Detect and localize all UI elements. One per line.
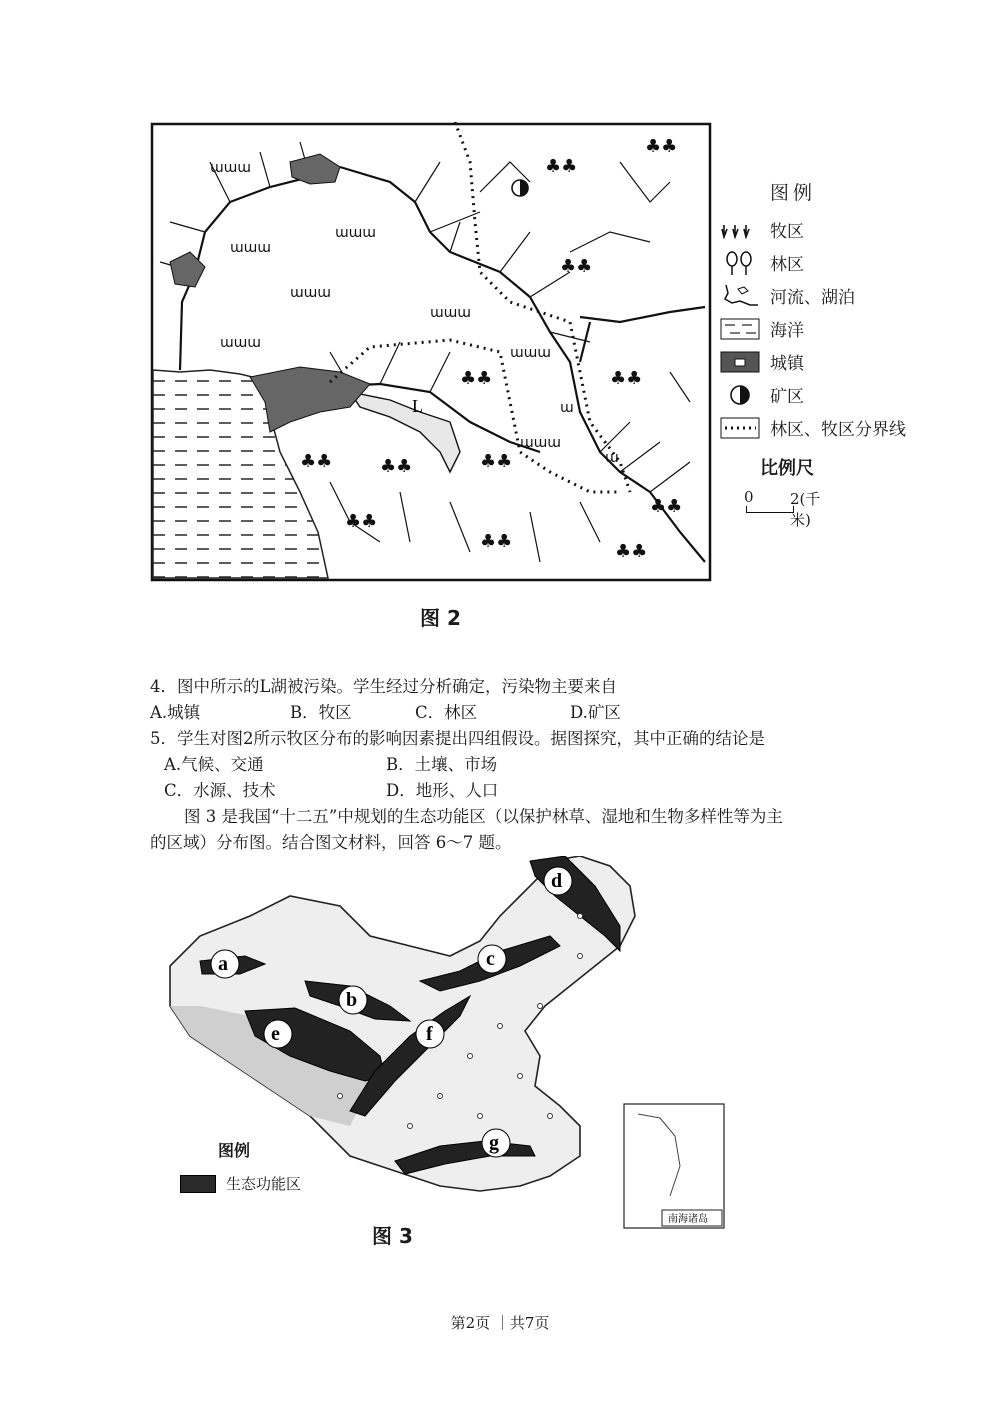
svg-text:♣♣: ♣♣ xyxy=(645,136,678,157)
option-d[interactable]: D．地形、人口 xyxy=(386,781,499,800)
svg-text:ɯ: ɯ xyxy=(560,400,574,416)
grass-icon xyxy=(718,217,762,243)
svg-text:ɯɯɯ: ɯɯɯ xyxy=(220,335,261,351)
legend-title: 图例 xyxy=(770,182,817,204)
option-a[interactable]: A.城镇 xyxy=(150,703,201,722)
eco-zone-swatch-icon xyxy=(180,1175,216,1193)
svg-text:♣♣: ♣♣ xyxy=(560,256,593,277)
town-icon xyxy=(718,349,762,375)
mine-icon xyxy=(718,382,762,408)
svg-text:♣♣: ♣♣ xyxy=(650,496,683,517)
legend-label: 牧区 xyxy=(770,222,804,242)
question-5 xyxy=(150,726,870,804)
option-b[interactable]: B．牧区 xyxy=(290,703,352,722)
zone-label-d: d xyxy=(551,870,563,892)
legend-row-ocean xyxy=(718,312,948,345)
option-c[interactable]: C．林区 xyxy=(415,703,478,722)
svg-text:ɯɯɯ: ɯɯɯ xyxy=(290,285,331,301)
svg-text:ɯɯɯ: ɯɯɯ xyxy=(210,160,251,176)
svg-text:♣♣: ♣♣ xyxy=(345,511,378,532)
scale-bar xyxy=(744,454,821,529)
svg-text:ɯɯɯ: ɯɯɯ xyxy=(335,225,376,241)
scale-value: 2(千米) xyxy=(790,490,821,529)
legend-row-forest xyxy=(718,246,948,279)
legend-label: 河流、湖泊 xyxy=(770,288,855,308)
svg-text:♣♣: ♣♣ xyxy=(460,368,493,389)
inset-label: 南海诸岛 xyxy=(668,1214,708,1225)
zone-label-b: b xyxy=(346,989,358,1011)
legend-label: 林区 xyxy=(770,255,804,275)
figure2-caption: 图 2 xyxy=(420,606,461,630)
svg-text:♣♣: ♣♣ xyxy=(610,368,643,389)
svg-text:ɯɯɯ: ɯɯɯ xyxy=(510,345,551,361)
legend-label: 海洋 xyxy=(770,321,804,341)
legend-row-town xyxy=(718,345,948,378)
figure2-legend xyxy=(718,178,948,444)
legend-label: 城镇 xyxy=(770,354,804,374)
scale-title: 比例尺 xyxy=(760,458,814,479)
intro-paragraph xyxy=(150,804,870,856)
svg-text:ɯ: ɯ xyxy=(605,450,619,466)
figure3-caption: 图 3 xyxy=(372,1224,413,1248)
figure3-legend xyxy=(180,1138,301,1194)
intro-line-1: 图 3 是我国“十二五”中规划的生态功能区（以保护林草、湿地和生物多样性等为主 xyxy=(184,807,783,826)
option-c[interactable]: C．水源、技术 xyxy=(164,781,276,800)
question-4-stem: 4．图中所示的L湖被污染。学生经过分析确定，污染物主要来自 xyxy=(150,677,617,696)
ocean-icon xyxy=(718,316,762,342)
tree-icon xyxy=(718,250,762,276)
page-footer: 第2页 ｜共7页 xyxy=(450,1314,550,1332)
option-d[interactable]: D.矿区 xyxy=(570,703,621,722)
legend-row-river xyxy=(718,279,948,312)
option-a[interactable]: A.气候、交通 xyxy=(164,755,264,774)
zone-label-e: e xyxy=(271,1023,280,1045)
legend3-title: 图例 xyxy=(218,1141,251,1160)
dotted-line-icon xyxy=(718,415,762,441)
svg-text:ɯɯɯ: ɯɯɯ xyxy=(520,435,561,451)
figure2-map xyxy=(150,122,712,586)
question-5-options-row2 xyxy=(150,778,870,804)
zone-label-f: f xyxy=(426,1023,433,1045)
legend-row-boundary xyxy=(718,411,948,444)
svg-text:♣♣: ♣♣ xyxy=(480,451,513,472)
legend3-row xyxy=(180,1173,301,1194)
intro-line-2: 的区域）分布图。结合图文材料，回答 6～7 题。 xyxy=(150,833,512,852)
question-5-stem: 5．学生对图2所示牧区分布的影响因素提出四组假设。据图探究，其中正确的结论是 xyxy=(150,729,765,748)
question-4-options xyxy=(150,700,870,726)
legend-label: 林区、牧区分界线 xyxy=(770,420,906,440)
question-5-options-row1 xyxy=(150,752,870,778)
legend-row-mine xyxy=(718,378,948,411)
svg-text:ɯɯɯ: ɯɯɯ xyxy=(430,305,471,321)
svg-text:♣♣: ♣♣ xyxy=(480,531,513,552)
scale-zero: 0 xyxy=(744,488,754,506)
zone-label-g: g xyxy=(489,1132,499,1154)
svg-text:♣♣: ♣♣ xyxy=(545,156,578,177)
svg-text:♣♣: ♣♣ xyxy=(615,541,648,562)
option-b[interactable]: B．土壤、市场 xyxy=(386,755,498,774)
zone-label-c: c xyxy=(486,948,495,970)
river-icon xyxy=(718,283,762,309)
svg-text:♣♣: ♣♣ xyxy=(380,456,413,477)
zone-label-a: a xyxy=(218,953,228,975)
legend-row-pasture xyxy=(718,213,948,246)
figure2-map-svg xyxy=(150,122,712,582)
lake-label: L xyxy=(412,396,423,416)
scale-line xyxy=(746,506,794,513)
question-4 xyxy=(150,674,870,726)
svg-text:ɯɯɯ: ɯɯɯ xyxy=(230,240,271,256)
legend-label: 矿区 xyxy=(770,387,804,407)
svg-text:♣♣: ♣♣ xyxy=(300,451,333,472)
legend3-label: 生态功能区 xyxy=(226,1175,302,1193)
